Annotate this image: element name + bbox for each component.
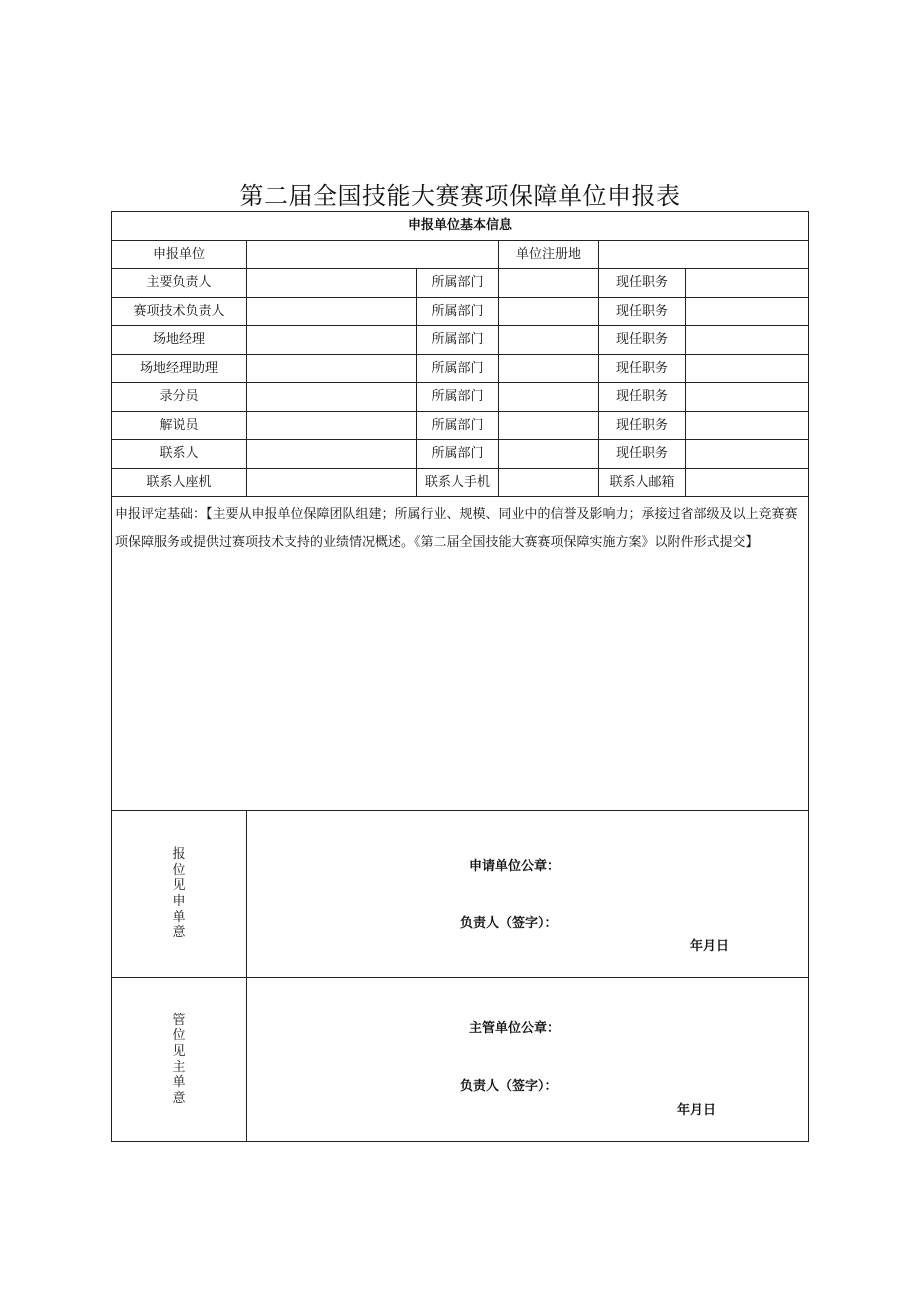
- dept-input[interactable]: [499, 383, 599, 412]
- table-row: [112, 269, 809, 298]
- person-name-input[interactable]: [247, 412, 417, 440]
- dept-input[interactable]: [499, 440, 599, 469]
- applicant-signer-label: 负责人（签字）：: [460, 916, 558, 931]
- position-input[interactable]: [686, 383, 809, 412]
- dept-label: 所属部门: [417, 412, 499, 440]
- supervisor-opinion-label: 管 位 见 主 单 意: [112, 978, 247, 1142]
- position-input[interactable]: [686, 412, 809, 440]
- section-header-row: [112, 212, 809, 241]
- position-input[interactable]: [686, 440, 809, 469]
- person-role-label: 场地经理: [112, 326, 247, 355]
- applicant-date-label: 年月日: [690, 939, 730, 954]
- page-title: 第二届全国技能大赛赛项保障单位申报表: [239, 182, 681, 210]
- person-role-label: 录分员: [112, 383, 247, 412]
- landline-label: 联系人座机: [112, 469, 247, 497]
- supervisor-date-label: 年月日: [677, 1103, 717, 1118]
- position-label: 现任职务: [599, 355, 686, 383]
- person-name-input[interactable]: [247, 298, 417, 326]
- person-name-input[interactable]: [247, 269, 417, 298]
- dept-input[interactable]: [499, 412, 599, 440]
- person-role-label: 解说员: [112, 412, 247, 440]
- position-input[interactable]: [686, 355, 809, 383]
- position-input[interactable]: [686, 326, 809, 355]
- mobile-input[interactable]: [499, 469, 599, 497]
- application-form-table: [111, 211, 809, 1142]
- email-label: 联系人邮箱: [599, 469, 686, 497]
- supervisor-opinion-area[interactable]: [247, 978, 809, 1142]
- unit-label: 申报单位: [112, 241, 247, 269]
- person-name-input[interactable]: [247, 440, 417, 469]
- position-label: 现任职务: [599, 440, 686, 469]
- supervisor-opinion-row: [112, 978, 809, 1142]
- person-role-label: 赛项技术负责人: [112, 298, 247, 326]
- person-role-label: 联系人: [112, 440, 247, 469]
- email-input[interactable]: [686, 469, 809, 497]
- dept-input[interactable]: [499, 298, 599, 326]
- dept-label: 所属部门: [417, 440, 499, 469]
- position-label: 现任职务: [599, 383, 686, 412]
- section-header: 申报单位基本信息: [112, 212, 809, 241]
- table-row: [112, 298, 809, 326]
- table-row: [112, 383, 809, 412]
- dept-input[interactable]: [499, 269, 599, 298]
- dept-label: 所属部门: [417, 355, 499, 383]
- basis-text[interactable]: 申报评定基础：【主要从申报单位保障团队组建；所属行业、规模、同业中的信誉及影响力；承接过省部级及以上竞赛赛项保障服务或提供过赛项技术支持的业绩情况概述。《第二届全国技能大赛赛项保障实施方案》以附件形式提交】: [112, 497, 809, 811]
- person-name-input[interactable]: [247, 383, 417, 412]
- dept-label: 所属部门: [417, 326, 499, 355]
- dept-input[interactable]: [499, 355, 599, 383]
- person-name-input[interactable]: [247, 355, 417, 383]
- position-label: 现任职务: [599, 298, 686, 326]
- applicant-opinion-row: [112, 811, 809, 978]
- dept-label: 所属部门: [417, 269, 499, 298]
- person-role-label: 主要负责人: [112, 269, 247, 298]
- table-row: [112, 326, 809, 355]
- position-label: 现任职务: [599, 412, 686, 440]
- applicant-seal-label: 申请单位公章：: [469, 859, 561, 874]
- basis-row: [112, 497, 809, 811]
- table-row: [112, 440, 809, 469]
- position-input[interactable]: [686, 298, 809, 326]
- mobile-label: 联系人手机: [417, 469, 499, 497]
- supervisor-signer-label: 负责人（签字）：: [460, 1079, 558, 1094]
- registration-input[interactable]: [599, 241, 809, 269]
- dept-input[interactable]: [499, 326, 599, 355]
- contact-row: [112, 469, 809, 497]
- unit-input[interactable]: [247, 241, 499, 269]
- unit-row: [112, 241, 809, 269]
- landline-input[interactable]: [247, 469, 417, 497]
- position-label: 现任职务: [599, 269, 686, 298]
- dept-label: 所属部门: [417, 383, 499, 412]
- registration-label: 单位注册地: [499, 241, 599, 269]
- person-name-input[interactable]: [247, 326, 417, 355]
- person-role-label: 场地经理助理: [112, 355, 247, 383]
- table-row: [112, 412, 809, 440]
- position-label: 现任职务: [599, 326, 686, 355]
- table-row: [112, 355, 809, 383]
- dept-label: 所属部门: [417, 298, 499, 326]
- applicant-opinion-label: 报 位 见 申 单 意: [112, 811, 247, 978]
- position-input[interactable]: [686, 269, 809, 298]
- supervisor-seal-label: 主管单位公章：: [469, 1021, 561, 1036]
- applicant-opinion-area[interactable]: [247, 811, 809, 978]
